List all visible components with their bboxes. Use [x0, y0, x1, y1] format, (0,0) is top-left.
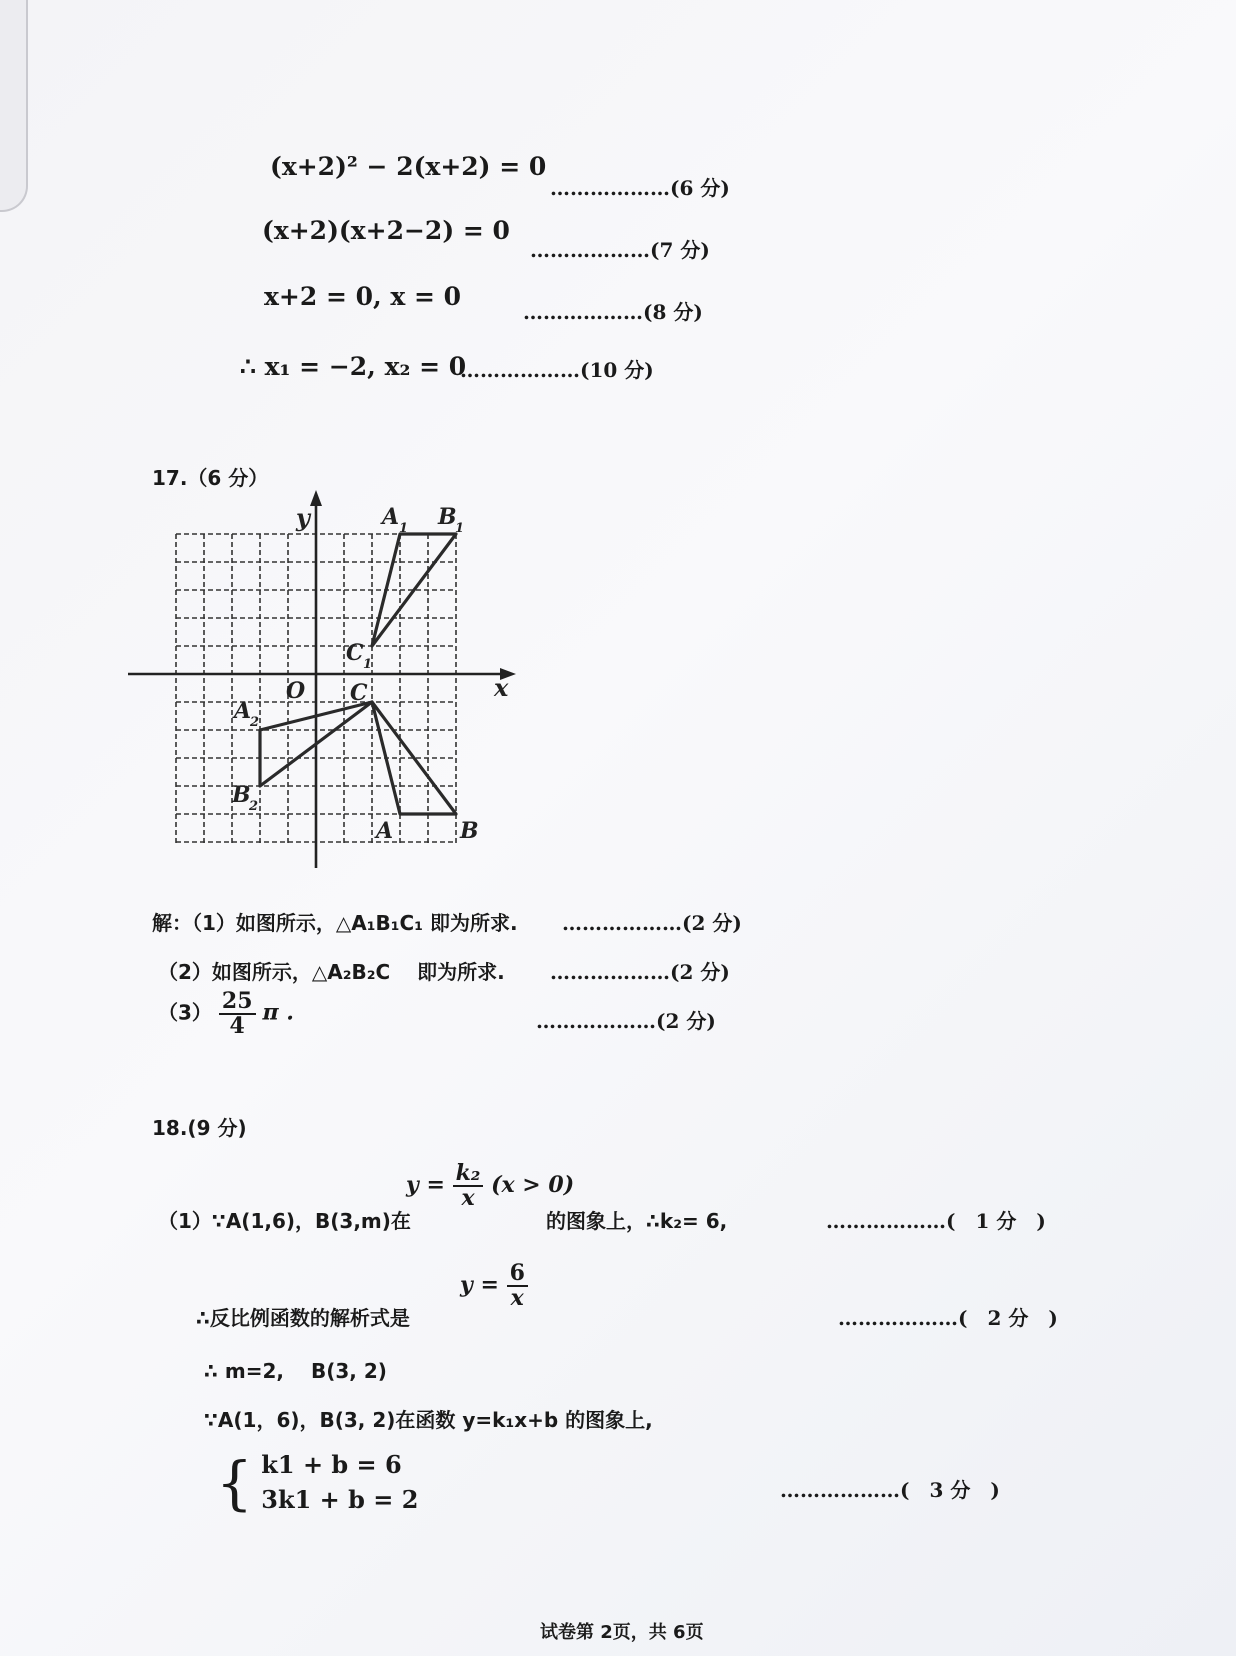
score-6: ………………(6 分) — [550, 176, 730, 200]
label-c1: C — [346, 640, 364, 666]
fraction-6-over-x — [507, 1262, 528, 1310]
fraction-x: x — [461, 1185, 475, 1212]
label-b1: B — [438, 504, 457, 530]
fraction-k2-over-x — [453, 1162, 484, 1210]
score-17-2: ………………(2 分) — [550, 960, 730, 984]
score-10: ………………(10 分) — [460, 358, 654, 382]
formula-y-6-over-x — [460, 1262, 528, 1310]
page-footer: 试卷第 2页，共 6页 — [540, 1622, 704, 1643]
question-17-heading: 17.（6 分） — [152, 466, 269, 490]
label-b2: B — [232, 782, 251, 808]
label-a2-subscript: 2 — [250, 715, 260, 730]
label-c: C — [350, 680, 368, 706]
equation-line-2: (x+2)(x+2−2) = 0 — [262, 216, 510, 245]
formula-condition: (x > 0) — [491, 1172, 575, 1199]
pi-symbol: π . — [262, 999, 294, 1026]
answer-18-line4: ∵A(1，6)，B(3, 2)在函数 y=k₁x+b 的图象上, — [204, 1408, 653, 1432]
equation-line-1: (x+2)² − 2(x+2) = 0 — [270, 152, 547, 181]
answer-18-line1-prefix: （1）∵A(1,6)，B(3,m)在 — [158, 1209, 411, 1233]
fraction-6: 6 — [507, 1262, 528, 1287]
answer-17-2: （2）如图所示，△A₂B₂C 即为所求. — [158, 960, 505, 984]
page-edge — [0, 0, 28, 212]
coordinate-grid-figure — [120, 490, 530, 880]
y-axis-arrow — [310, 490, 322, 506]
label-a1-subscript: 1 — [399, 521, 409, 536]
system-equation-2: 3k1 + b = 2 — [261, 1484, 419, 1514]
score-8: ………………(8 分) — [523, 300, 703, 324]
fraction-25-over-4 — [219, 990, 256, 1038]
answer-18-line3: ∴ m=2, B(3, 2) — [204, 1359, 387, 1383]
system-equation-1: k1 + b = 6 — [261, 1450, 402, 1479]
label-a: A — [376, 818, 394, 844]
score-17-3: ………………(2 分) — [536, 1009, 716, 1033]
label-a2: A — [234, 698, 252, 724]
score-17-1: ………………(2 分) — [562, 911, 742, 935]
label-origin: O — [286, 678, 306, 704]
equation-system — [216, 1448, 418, 1518]
left-brace-icon: { — [216, 1448, 253, 1517]
label-b: B — [460, 818, 479, 844]
score-7: ………………(7 分) — [530, 238, 710, 262]
formula-y-eq: y = — [406, 1172, 445, 1199]
fraction-x-2: x — [510, 1285, 524, 1312]
fraction-k2: k₂ — [453, 1162, 484, 1187]
fraction-denominator: 4 — [229, 1013, 245, 1040]
formula-y-k2-over-x — [406, 1162, 574, 1210]
score-18-2: ………………( 2 分 ) — [838, 1306, 1058, 1330]
answer-17-3-prefix: （3） — [158, 1000, 212, 1025]
formula-y-eq-2: y = — [460, 1272, 499, 1299]
fraction-numerator: 25 — [219, 990, 256, 1015]
label-x: x — [494, 673, 509, 702]
label-b1-subscript: 1 — [455, 521, 465, 536]
equation-system-lines — [261, 1448, 418, 1518]
label-b2-subscript: 2 — [249, 799, 259, 814]
label-c1-subscript: 1 — [363, 657, 373, 672]
score-18-1: ………………( 1 分 ) — [826, 1209, 1046, 1233]
answer-17-1: 解：（1）如图所示，△A₁B₁C₁ 即为所求. — [152, 911, 518, 935]
score-18-3: ………………( 3 分 ) — [780, 1478, 1000, 1502]
answer-18-line2: ∴反比例函数的解析式是 — [196, 1306, 410, 1330]
equation-line-4: ∴ x₁ = −2, x₂ = 0 — [240, 352, 467, 381]
label-y: y — [296, 503, 310, 532]
answer-17-3 — [158, 990, 294, 1038]
equation-line-3: x+2 = 0, x = 0 — [264, 282, 462, 311]
answer-18-line1-suffix: 的图象上，∴k₂= 6, — [546, 1209, 728, 1233]
question-18-heading: 18.(9 分) — [152, 1116, 247, 1140]
label-a1: A — [382, 504, 400, 530]
